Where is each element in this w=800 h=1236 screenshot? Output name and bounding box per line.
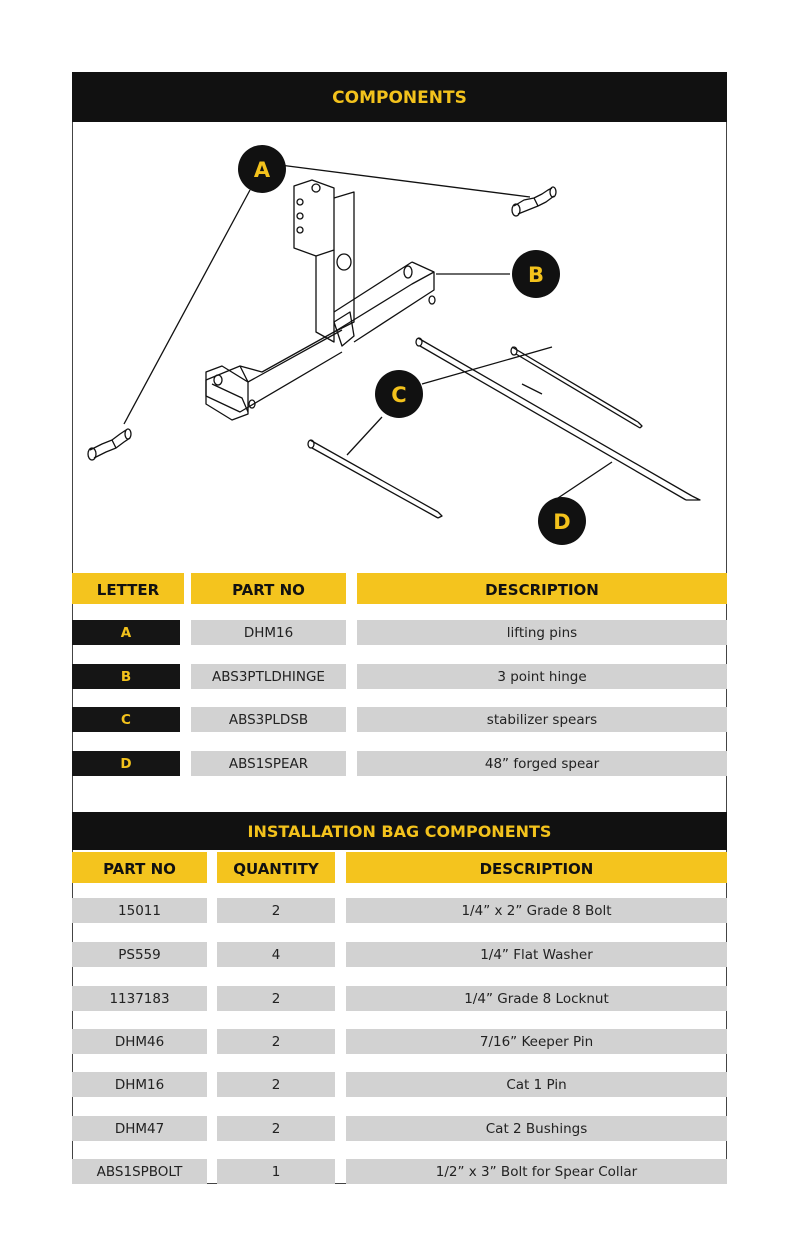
bag-row-5-quantity: 2 <box>217 1072 335 1097</box>
bag-row-1-part-no: 15011 <box>72 898 207 923</box>
bag-row-4-quantity: 2 <box>217 1029 335 1054</box>
bag-row-6-part-no: DHM47 <box>72 1116 207 1141</box>
bag-header-description: DESCRIPTION <box>346 852 727 883</box>
callout-d-label: D <box>553 510 571 534</box>
components-banner <box>72 72 727 122</box>
header-part-no: PART NO <box>191 573 346 604</box>
bag-row-5-part-no: DHM16 <box>72 1072 207 1097</box>
bag-row-4-part-no: DHM46 <box>72 1029 207 1054</box>
leader-a-left <box>124 190 250 424</box>
row-a-part-no: DHM16 <box>191 620 346 645</box>
components-title: COMPONENTS <box>332 88 467 108</box>
leader-d <box>552 462 612 502</box>
row-b-letter: B <box>72 664 180 689</box>
bag-row-6-quantity: 2 <box>217 1116 335 1141</box>
bag-row-2-description: 1/4” Flat Washer <box>346 942 727 967</box>
bag-row-7-description: 1/2” x 3” Bolt for Spear Collar <box>346 1159 727 1184</box>
callout-a <box>238 145 286 193</box>
bag-row-1-quantity: 2 <box>217 898 335 923</box>
forged-spear <box>416 338 700 500</box>
callout-c-label: C <box>391 383 407 407</box>
bag-row-2-quantity: 4 <box>217 942 335 967</box>
bag-header-part-no: PART NO <box>72 852 207 883</box>
row-b-description: 3 point hinge <box>357 664 727 689</box>
callout-a-label: A <box>253 158 271 182</box>
lifting-pin-top <box>512 187 556 216</box>
row-b-part-no: ABS3PTLDHINGE <box>191 664 346 689</box>
bag-row-3-description: 1/4” Grade 8 Locknut <box>346 986 727 1011</box>
lifting-pin-bottom <box>88 429 131 460</box>
header-description: DESCRIPTION <box>357 573 727 604</box>
bag-row-5-description: Cat 1 Pin <box>346 1072 727 1097</box>
bag-row-4-description: 7/16” Keeper Pin <box>346 1029 727 1054</box>
row-d-part-no: ABS1SPEAR <box>191 751 346 776</box>
bag-row-3-part-no: 1137183 <box>72 986 207 1011</box>
bag-row-7-quantity: 1 <box>217 1159 335 1184</box>
row-d-description: 48” forged spear <box>357 751 727 776</box>
row-c-description: stabilizer spears <box>357 707 727 732</box>
row-c-part-no: ABS3PLDSB <box>191 707 346 732</box>
bag-row-2-part-no: PS559 <box>72 942 207 967</box>
leader-c-left <box>347 417 382 455</box>
bag-row-6-description: Cat 2 Bushings <box>346 1116 727 1141</box>
callout-b <box>512 250 560 298</box>
bag-header-quantity: QUANTITY <box>217 852 335 883</box>
bag-row-7-part-no: ABS1SPBOLT <box>72 1159 207 1184</box>
row-d-letter: D <box>72 751 180 776</box>
header-letter: LETTER <box>72 573 184 604</box>
bag-row-3-quantity: 2 <box>217 986 335 1011</box>
bag-row-1-description: 1/4” x 2” Grade 8 Bolt <box>346 898 727 923</box>
callout-b-label: B <box>527 263 545 287</box>
row-c-letter: C <box>72 707 180 732</box>
parts-diagram <box>72 122 727 572</box>
stabilizer-spear-right <box>511 347 642 428</box>
stabilizer-spear-left <box>308 440 442 518</box>
row-a-letter: A <box>72 620 180 645</box>
callout-d <box>538 497 586 545</box>
installation-bag-title: INSTALLATION BAG COMPONENTS <box>247 822 552 841</box>
row-a-description: lifting pins <box>357 620 727 645</box>
callout-c <box>375 370 423 418</box>
installation-bag-banner <box>72 812 727 850</box>
